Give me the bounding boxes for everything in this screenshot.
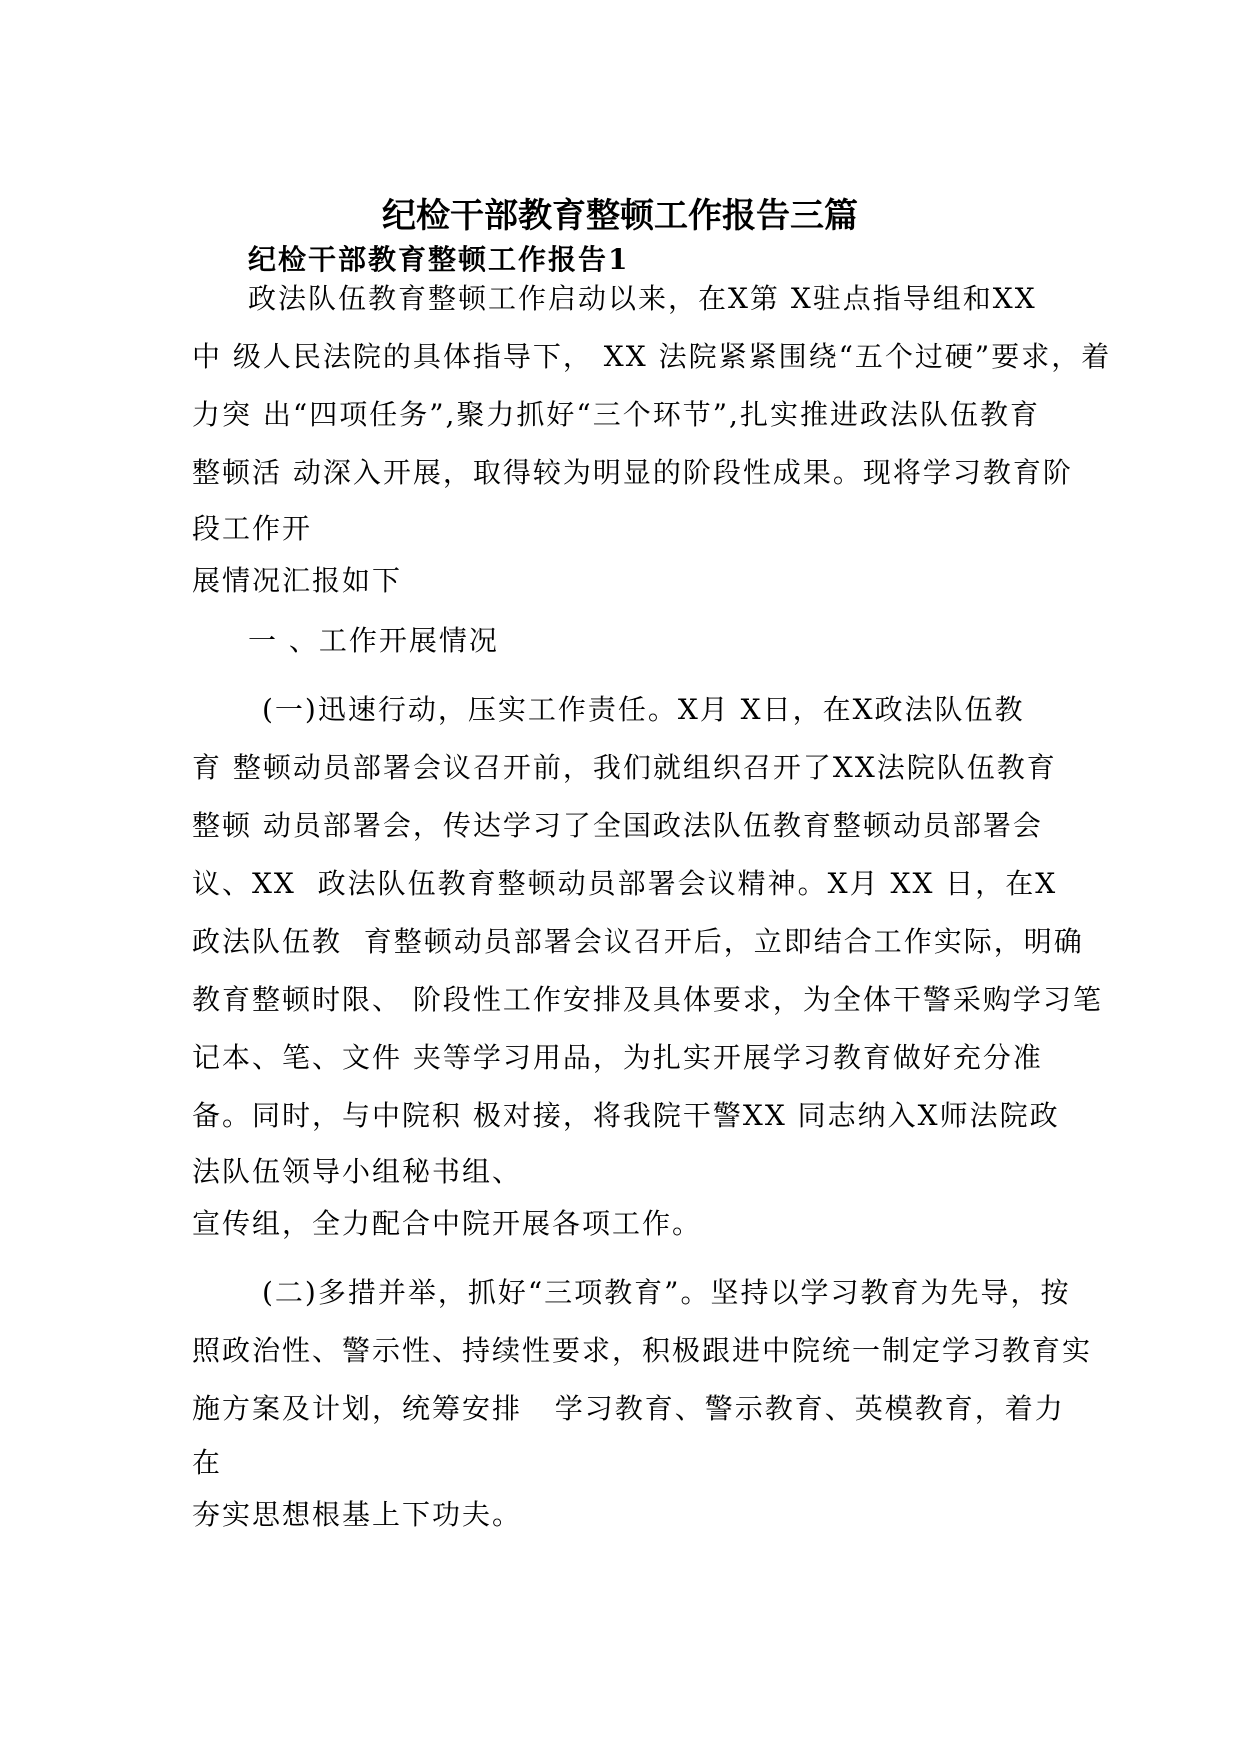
body-line: 施方案及计划，统筹安排 学习教育、警示教育、英模教育，着力 [192, 1392, 1065, 1425]
body-line: 整顿 动员部署会，传达学习了全国政法队伍教育整顿动员部署会 [192, 809, 1043, 842]
body-line: 备。同时，与中院积 极对接，将我院干警XX 同志纳入X师法院政 [192, 1099, 1060, 1132]
body-line: 议、XX 政法队伍教育整顿动员部署会议精神。X月 XX 日，在X [192, 867, 1058, 900]
body-line: 育 整顿动员部署会议召开前，我们就组织召开了XX法院队伍教育 [192, 751, 1057, 784]
body-line: 记本、笔、文件 夹等学习用品，为扎实开展学习教育做好充分准 [192, 1041, 1043, 1074]
body-line: 整顿活 动深入开展，取得较为明显的阶段性成果。现将学习教育阶 [192, 456, 1073, 489]
body-line: 中 级人民法院的具体指导下， XX 法院紧紧围绕“五个过硬”要求，着 [192, 340, 1112, 373]
body-line: 夯实思想根基上下功夫。 [192, 1498, 523, 1531]
body-line: 在 [192, 1446, 223, 1479]
section-heading: 一 、工作开展情况 [248, 624, 499, 657]
body-line: 宣传组，全力配合中院开展各项工作。 [192, 1207, 703, 1240]
section-subtitle: 纪检干部教育整顿工作报告1 [248, 243, 630, 276]
body-line: 展情况汇报如下 [192, 564, 403, 597]
body-line: 力突 出“四项任务”,聚力抓好“三个环节”,扎实推进政法队伍教育 [192, 398, 1040, 431]
body-line: (一)迅速行动，压实工作责任。X月 X日，在X政法队伍教 [262, 693, 1025, 726]
body-line: 政法队伍教 育整顿动员部署会议召开后，立即结合工作实际，明确 [192, 925, 1084, 958]
body-line: 教育整顿时限、 阶段性工作安排及具体要求，为全体干警采购学习笔 [192, 983, 1103, 1016]
body-line: (二)多措并举，抓好“三项教育”。坚持以学习教育为先导，按 [262, 1276, 1071, 1309]
body-line: 政法队伍教育整顿工作启动以来，在X第 X驻点指导组和XX [248, 282, 1037, 315]
document-title: 纪检干部教育整顿工作报告三篇 [382, 196, 858, 236]
body-line: 段工作开 [192, 512, 313, 545]
body-line: 法队伍领导小组秘书组、 [192, 1155, 523, 1188]
body-line: 照政治性、警示性、持续性要求，积极跟进中院统一制定学习教育实 [192, 1334, 1093, 1367]
